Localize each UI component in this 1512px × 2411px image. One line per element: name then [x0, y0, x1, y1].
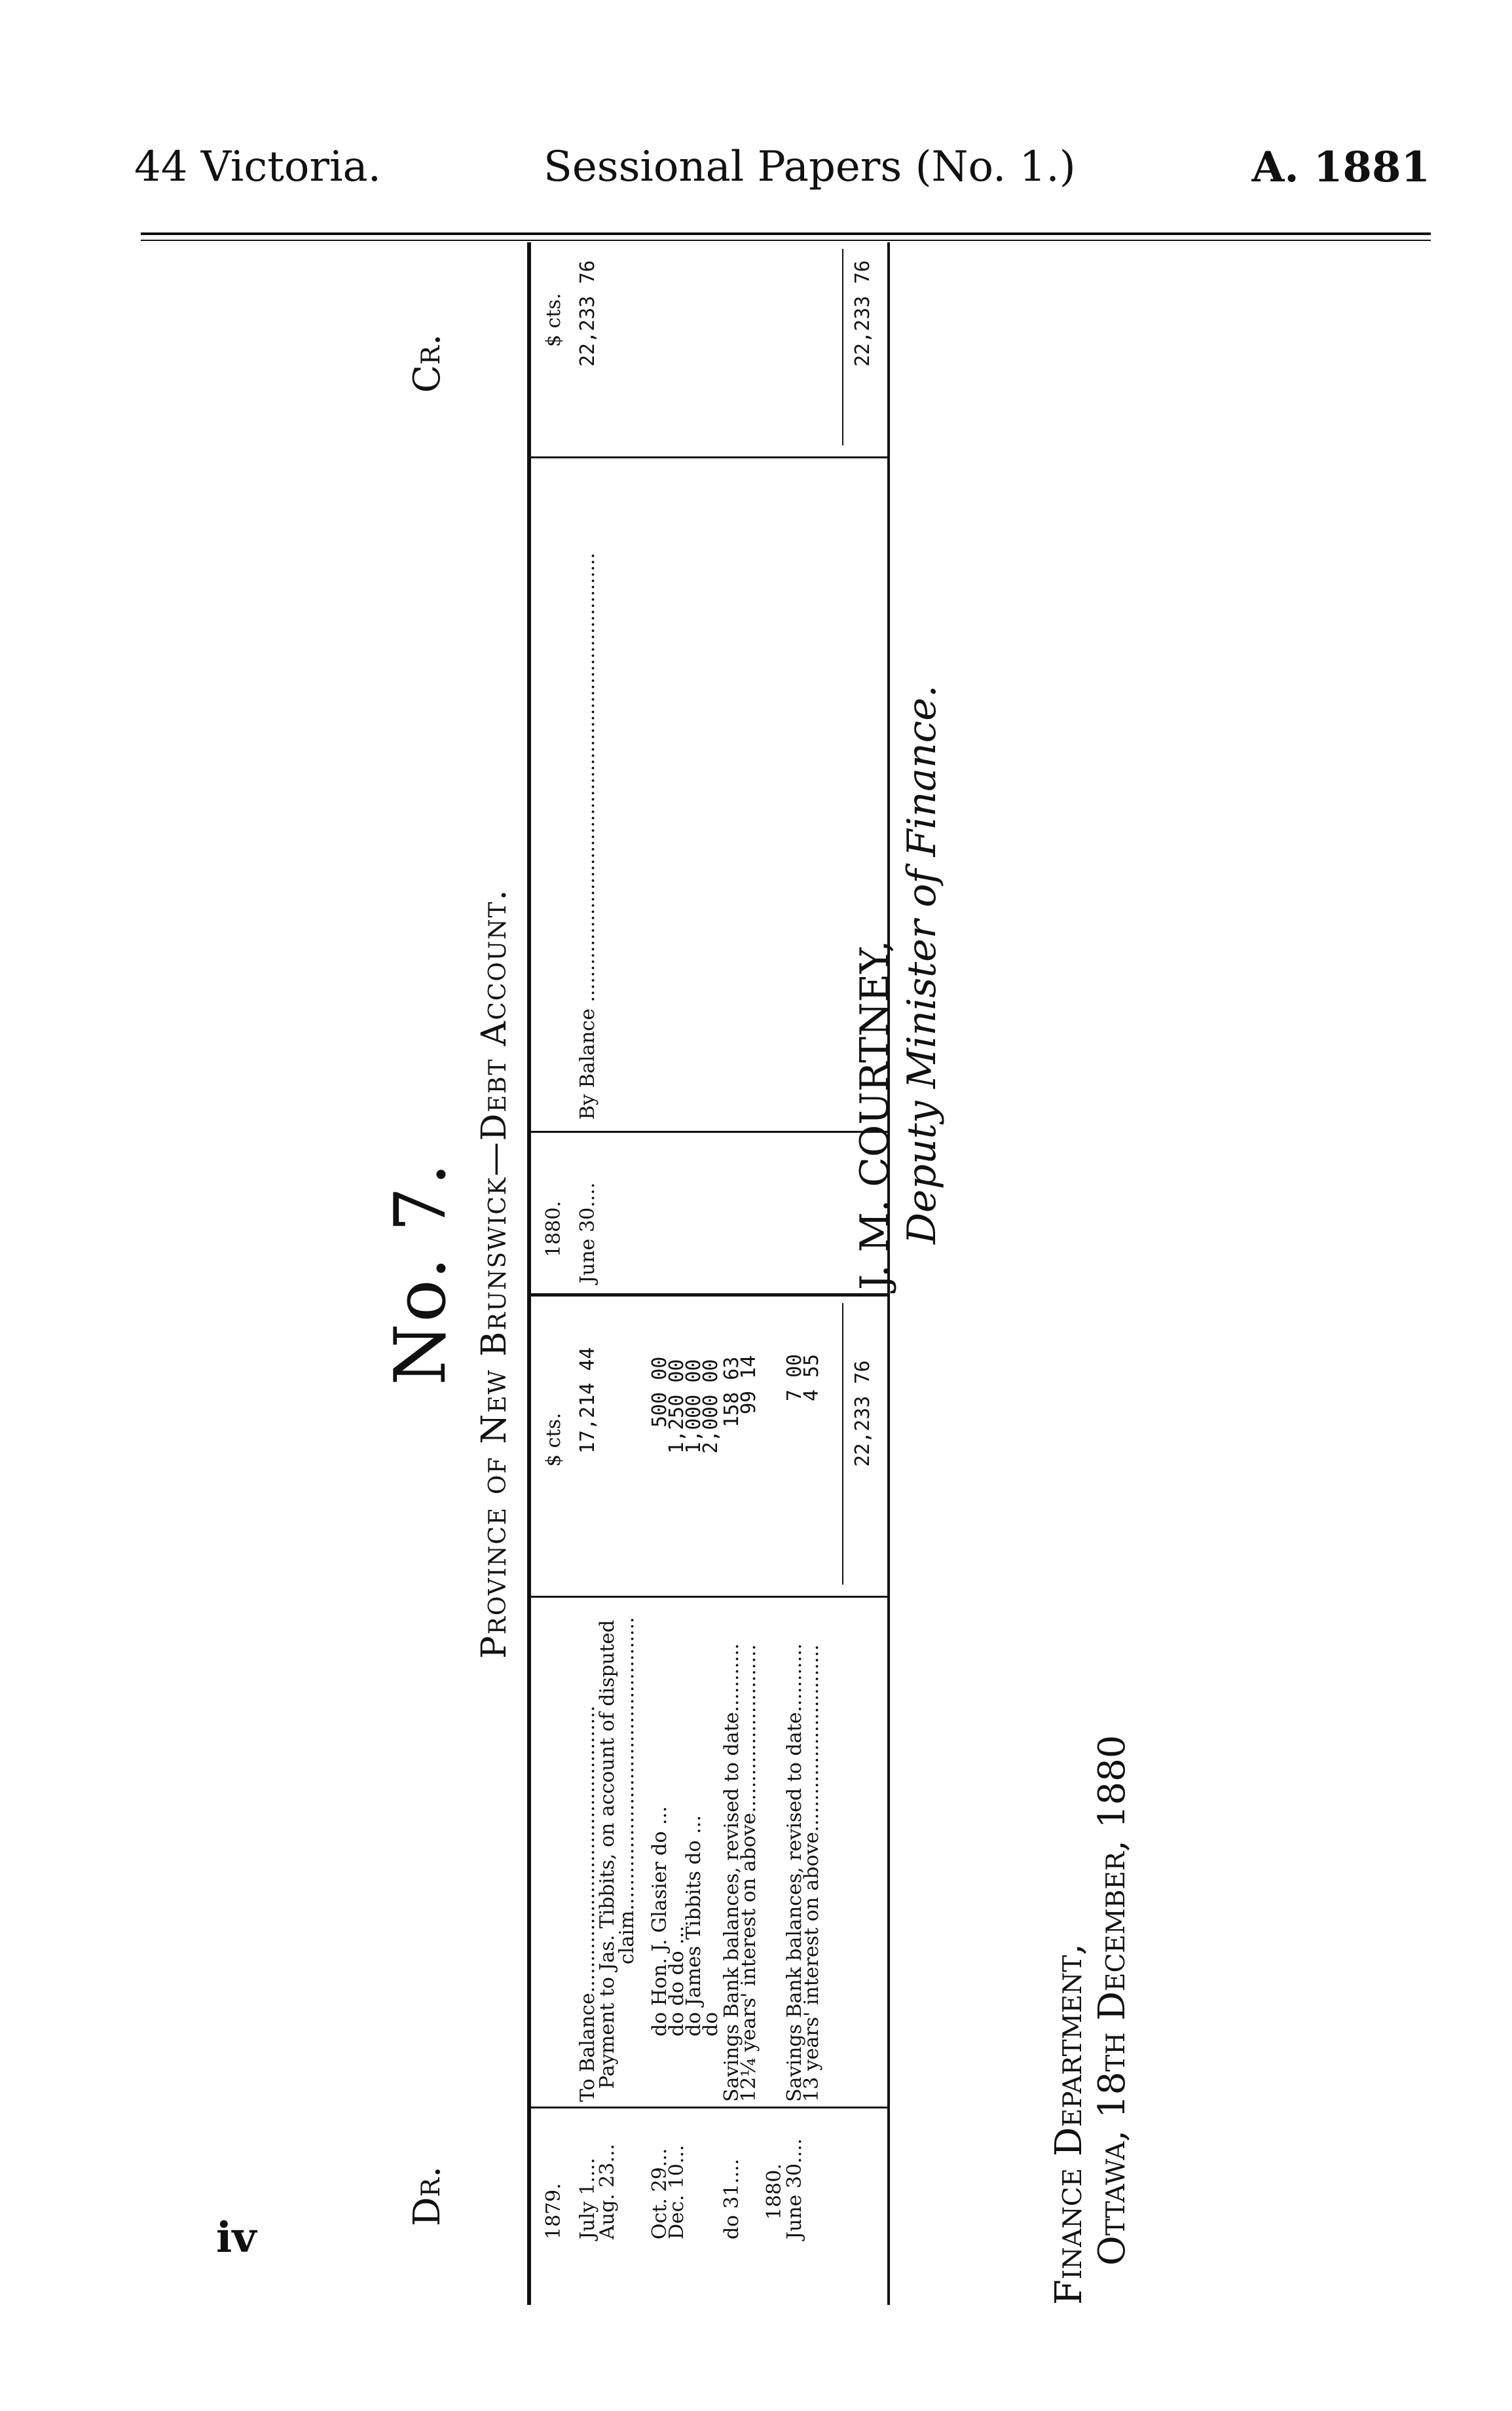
header-rule-bottom [141, 240, 1431, 241]
document-title: No. 7. [380, 1162, 462, 1386]
debit-year-1880: 1880. [763, 2163, 786, 2220]
debit-description: 12¼ years' interest on above........................... [737, 1644, 760, 2102]
debit-date: June 30.... [783, 2138, 806, 2239]
debit-description: do James Tibbits do ... [682, 1815, 705, 2036]
debit-description: Payment to Jas. Tibbits, on account of disputed [596, 1619, 619, 2089]
debit-amount: 99 14 [737, 1355, 760, 1414]
credit-total-rule [842, 249, 843, 445]
department-block [1048, 1735, 1134, 2305]
department-name: Finance Department, [1048, 1943, 1090, 2305]
credit-label: Cr. [406, 333, 449, 393]
debit-amount: 1,250 00 [665, 1359, 688, 1454]
credit-date-column-rule [527, 1131, 889, 1133]
debit-currency-header: $ cts. [542, 1412, 565, 1467]
debit-amount: 1,000 00 [682, 1359, 705, 1454]
debit-description: do Hon. J. Glasier do ... [648, 1806, 671, 2036]
credit-date: June 30.... [576, 1182, 599, 1283]
credit-amount-column-rule [527, 456, 889, 458]
debit-amount: 2,000 00 [699, 1359, 722, 1454]
debit-date-column-rule [527, 2107, 889, 2108]
document-subtitle: Province of New Brunswick—Debt Account. [475, 888, 514, 1659]
debit-description: do [699, 2012, 722, 2036]
debit-label: Dr. [406, 2165, 449, 2226]
signature-block [851, 685, 946, 1290]
debit-date: July 1.... [576, 2158, 599, 2239]
debit-total: 22,233 76 [851, 1360, 874, 1467]
debit-total-rule [842, 1303, 843, 1585]
debit-amount-column-rule [527, 1596, 889, 1598]
debit-description: Savings Bank balances, revised to date........... [720, 1643, 743, 2102]
department-place-date: Ottawa, 18th December, 1880 [1091, 1735, 1134, 2266]
credit-total: 22,233 76 [851, 260, 874, 367]
debit-description: To Balance.............................................. [576, 1705, 599, 2102]
debit-description: 13 years' interest on above.............................. [800, 1644, 823, 2102]
credit-year: 1880. [542, 1201, 565, 1257]
debit-description: Savings Bank balances, revised to date........... [783, 1643, 806, 2102]
debit-amount: 4 55 [800, 1353, 823, 1401]
debit-description: do do do ... [665, 1925, 688, 2036]
table-top-rule [527, 242, 531, 2305]
center-divider-rule [527, 1293, 889, 1297]
header-rule-top [141, 232, 1431, 235]
signatory-name: J. M. COURTNEY, [852, 940, 898, 1290]
page-header-right: A. 1881 [1251, 143, 1430, 192]
page-header-center: Sessional Papers (No. 1.) [544, 143, 1076, 191]
credit-description: By Balance ........................................................................ [576, 553, 599, 1120]
debit-amount: 7 00 [783, 1353, 806, 1401]
signatory-title: Deputy Minister of Finance. [899, 685, 945, 1244]
debit-amount: 158 63 [720, 1356, 743, 1427]
debit-description: claim............................................... [616, 1617, 638, 1964]
page-header-left: 44 Victoria. [134, 143, 381, 191]
debit-amount: 500 00 [648, 1356, 671, 1427]
debit-date: Oct. 29... [648, 2148, 671, 2239]
debit-date: Aug. 23... [596, 2143, 619, 2239]
credit-amount: 22,233 76 [576, 260, 599, 367]
credit-currency-header: $ cts. [542, 293, 565, 347]
debit-date: Dec. 10... [665, 2144, 688, 2239]
debit-amount: 17,214 44 [576, 1347, 599, 1454]
debit-year-1879: 1879. [542, 2183, 565, 2239]
rotated-account-block [380, 242, 1134, 2305]
debit-date: do 31.... [720, 2158, 743, 2239]
page-number: iv [216, 2213, 257, 2262]
